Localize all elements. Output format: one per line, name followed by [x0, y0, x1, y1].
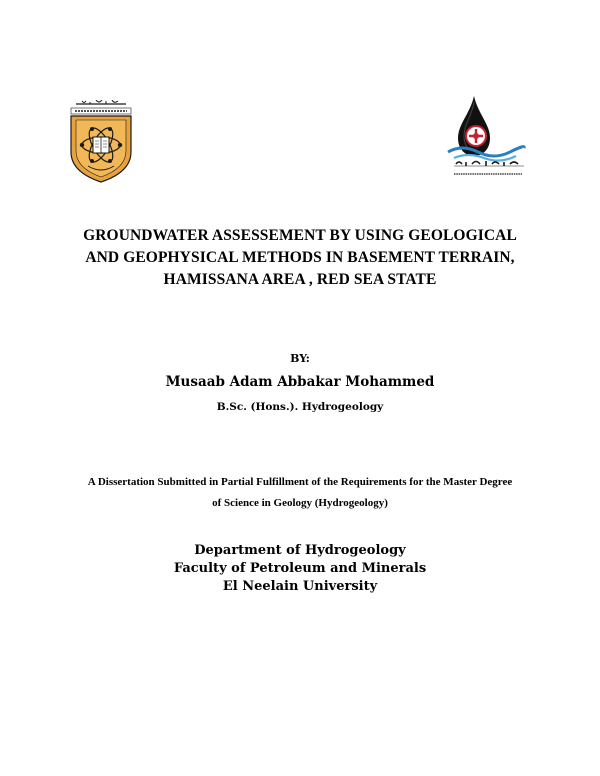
author-name: Musaab Adam Abbakar Mohammed — [165, 374, 435, 390]
by-label: BY: — [290, 352, 310, 365]
faculty-name: Faculty of Petroleum and Minerals — [173, 561, 427, 576]
title-line-2: AND GEOPHYSICAL METHODS IN BASEMENT TERRAIN, — [85, 249, 515, 266]
university-logo — [68, 100, 134, 184]
university-name: El Neelain University — [222, 579, 378, 594]
department-name: Department of Hydrogeology — [194, 543, 406, 558]
faculty-logo — [444, 94, 528, 180]
statement-line-1: A Dissertation Submitted in Partial Fulfillment of the Requirements for the Master Degree — [87, 476, 513, 488]
author-degree: B.Sc. (Hons.). Hydrogeology — [216, 401, 384, 413]
affiliation-block — [0, 542, 600, 596]
title-line-3: HAMISSANA AREA , RED SEA STATE — [163, 271, 437, 288]
title-line-1: GROUNDWATER ASSESSEMENT BY USING GEOLOGICAL — [83, 227, 517, 244]
statement-line-2: of Science in Geology (Hydrogeology) — [212, 497, 388, 509]
dissertation-statement — [60, 472, 540, 514]
thesis-title — [40, 225, 560, 291]
